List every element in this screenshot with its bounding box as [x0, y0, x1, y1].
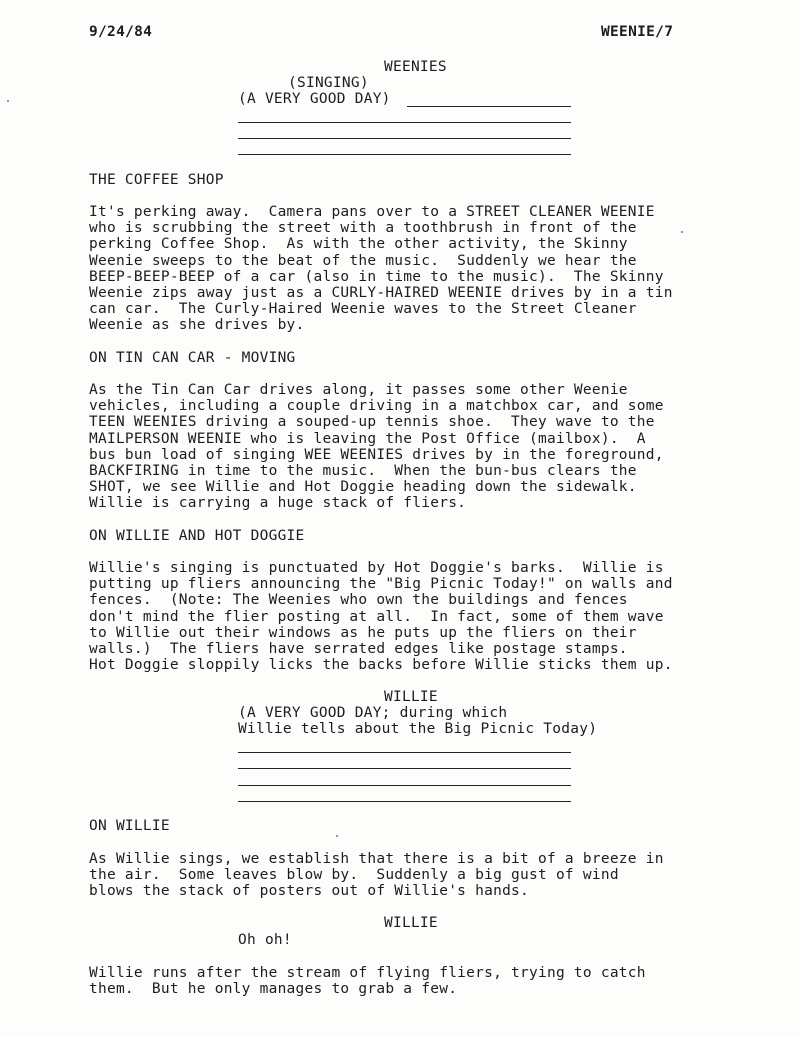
blank-line — [238, 768, 571, 769]
blank-line — [238, 154, 571, 155]
scan-speck — [681, 231, 683, 233]
blank-line — [238, 801, 571, 802]
blank-line — [238, 785, 571, 786]
parenthetical-singing: (SINGING) — [288, 75, 369, 91]
character-name-willie-2: WILLIE — [384, 915, 438, 931]
blank-line — [238, 138, 571, 139]
character-name-willie: WILLIE — [384, 689, 438, 705]
scene-heading-on-willie: ON WILLIE — [89, 818, 170, 834]
scan-speck — [7, 100, 9, 102]
action-paragraph-closing: Willie runs after the stream of flying fliers, trying to catch them. But he only manages to grab a few. — [89, 965, 646, 998]
parenthetical-very-good-day: (A VERY GOOD DAY) — [238, 91, 391, 107]
action-paragraph-coffee-shop: It's perking away. Camera pans over to a STREET CLEANER WEENIE who is scrubbing the street with a toothbrush in front of the perking Coffee Shop. As with the other activity, the Skinny Weenie sweeps to the beat of the music. Suddenly we hear the BEEP-BEEP-BEEP of a car (also in time to the music). The Skinny Weenie zips away just as a CURLY-HAIRED WEENIE drives by in a tin can car. The Curly-Haired Weenie waves to the Street Cleaner Weenie as she drives by. — [89, 204, 673, 334]
scene-heading-coffee-shop: THE COFFEE SHOP — [89, 172, 224, 188]
page-number: WEENIE/7 — [601, 24, 674, 40]
action-paragraph-on-willie: As Willie sings, we establish that there is a bit of a breeze in the air. Some leaves blow by. Suddenly a big gust of wind blows the stack of posters out of Willie's hands. — [89, 851, 664, 900]
scan-speck — [336, 835, 338, 837]
action-paragraph-tin-can-car: As the Tin Can Car drives along, it passes some other Weenie vehicles, including a couple driving in a matchbox car, and some TEEN WEENIES driving a souped-up tennis shoe. They wave to the MAILPERSON WEENIE who is leaving the Post Office (mailbox). A bus bun load of singing WEE WEENIES drives by in the foreground, BACKFIRING in time to the music. When the bun-bus clears the SHOT, we see Willie and Hot Doggie heading down the sidewalk. Willie is carrying a huge stack of fliers. — [89, 382, 664, 512]
blank-line — [238, 122, 571, 123]
page-date: 9/24/84 — [89, 24, 153, 40]
scene-heading-tin-can-car: ON TIN CAN CAR - MOVING — [89, 350, 296, 366]
scene-heading-willie-hot-doggie: ON WILLIE AND HOT DOGGIE — [89, 528, 305, 544]
blank-line — [238, 752, 571, 753]
action-paragraph-willie-hot-doggie: Willie's singing is punctuated by Hot Doggie's barks. Willie is putting up fliers announcing the "Big Picnic Today!" on walls and fences. (Note: The Weenies who own the buildings and fences don't mind the flier posting at all. In fact, some of them wave to Willie out their windows as he puts up the fliers on their walls.) The fliers have serrated edges like postage stamps. Hot Doggie sloppily licks the backs before Willie sticks them up. — [89, 560, 673, 674]
dialogue-oh-oh: Oh oh! — [238, 932, 292, 948]
blank-line — [407, 106, 571, 107]
character-name-weenies: WEENIES — [384, 59, 447, 75]
parenthetical-very-good-day-willie: (A VERY GOOD DAY; during which Willie tells about the Big Picnic Today) — [238, 705, 598, 738]
